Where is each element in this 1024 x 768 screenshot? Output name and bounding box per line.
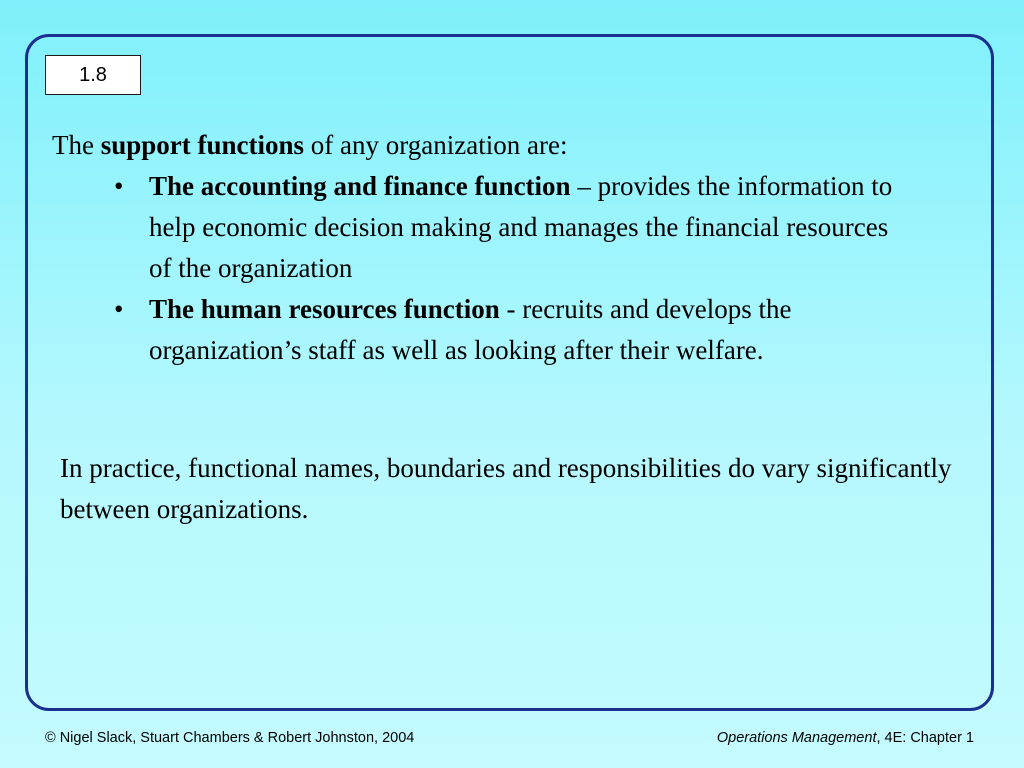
- intro-bold: support functions: [100, 130, 305, 160]
- footer-book-reference: [717, 729, 974, 747]
- bullet-list: [110, 166, 900, 371]
- intro-line: [52, 125, 952, 165]
- bullet-title: The accounting and finance function: [149, 171, 571, 201]
- intro-prefix: The: [52, 130, 101, 160]
- bullet-human-resources: [110, 289, 900, 371]
- bullet-title: The human resources function: [149, 294, 500, 324]
- footer-copyright: © Nigel Slack, Stuart Chambers & Robert Johnston, 2004: [45, 730, 415, 746]
- closing-paragraph: In practice, functional names, boundaries and responsibilities do vary significantly between organizations.: [60, 453, 952, 524]
- bullet-accounting-finance: [110, 166, 900, 289]
- bullet-text: – provides the information to help economic decision making and manages the financial resources of the organization: [149, 171, 893, 283]
- bullet-icon: •: [114, 171, 124, 201]
- intro-suffix: of any organization are:: [304, 130, 568, 160]
- bullet-icon: •: [114, 294, 124, 324]
- footer-edition: , 4E: Chapter 1: [876, 730, 974, 746]
- slide-number: 1.8: [79, 64, 107, 86]
- footer-book-title: Operations Management: [716, 730, 877, 746]
- slide-number-badge: [45, 55, 141, 95]
- bullet-text: - recruits and develops the organization’s staff as well as looking after their welfare.: [149, 294, 792, 365]
